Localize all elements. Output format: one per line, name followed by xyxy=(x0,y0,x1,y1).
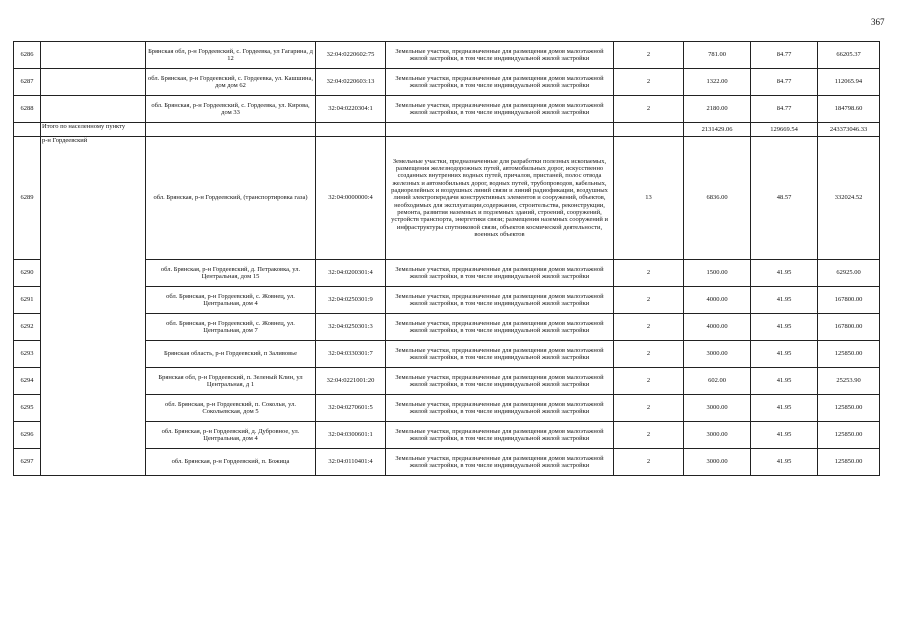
category-cell: 2 xyxy=(614,341,684,368)
area-cell: 602.00 xyxy=(684,368,751,395)
cadastral-value-cell: 62925.00 xyxy=(818,260,880,287)
cadastral-value-cell: 332024.52 xyxy=(818,137,880,260)
area-cell: 4000.00 xyxy=(684,287,751,314)
land-use-cell: Земельные участки, предназначенные для размещения домов малоэтажной жилой застройки, в том числе индивидуальной жилой застройки xyxy=(386,96,614,123)
total-label: Итого по населенному пункту xyxy=(41,123,146,137)
row-number: 6293 xyxy=(14,341,41,368)
total-row xyxy=(14,123,880,137)
land-use-cell: Земельные участки, предназначенные для размещения домов малоэтажной жилой застройки, в том числе индивидуальной жилой застройки xyxy=(386,449,614,476)
address-cell: обл. Брянская, р-н Гордеевский, с. Гордеевка, ул. Кирова, дом 33 xyxy=(146,96,316,123)
total-value: 243373046.33 xyxy=(818,123,880,137)
total-area: 2131429.06 xyxy=(684,123,751,137)
category-cell: 2 xyxy=(614,314,684,341)
district-label: р-н Гордеевский xyxy=(41,137,146,260)
district-cell xyxy=(41,96,146,123)
rate-cell: 84.77 xyxy=(751,96,818,123)
rate-cell: 41.95 xyxy=(751,341,818,368)
row-number: 6292 xyxy=(14,314,41,341)
address-cell: обл. Брянская, р-н Гордеевский, с. Жовнец, ул. Центральная, дом 7 xyxy=(146,314,316,341)
row-number: 6290 xyxy=(14,260,41,287)
district-cell xyxy=(41,368,146,395)
land-use-cell: Земельные участки, предназначенные для размещения домов малоэтажной жилой застройки, в том числе индивидуальной жилой застройки xyxy=(386,69,614,96)
category-cell: 2 xyxy=(614,449,684,476)
cadastral-value-cell: 125850.00 xyxy=(818,422,880,449)
table-row xyxy=(14,260,880,287)
category-cell: 2 xyxy=(614,69,684,96)
land-use-cell: Земельные участки, предназначенные для размещения домов малоэтажной жилой застройки, в том числе индивидуальной жилой застройки xyxy=(386,422,614,449)
district-cell xyxy=(41,314,146,341)
total-empty-cell xyxy=(146,123,316,137)
area-cell: 2180.00 xyxy=(684,96,751,123)
table-row xyxy=(14,42,880,69)
rate-cell: 84.77 xyxy=(751,42,818,69)
row-number: 6297 xyxy=(14,449,41,476)
rate-cell: 41.95 xyxy=(751,287,818,314)
address-cell: Брянская обл, р-н Гордеевский, п. Зеленый Клин, ул Центральная, д 1 xyxy=(146,368,316,395)
land-use-cell: Земельные участки, предназначенные для размещения домов малоэтажной жилой застройки, в том числе индивидуальной жилой застройки xyxy=(386,260,614,287)
rate-cell: 41.95 xyxy=(751,260,818,287)
category-cell: 2 xyxy=(614,287,684,314)
address-cell: обл. Брянская, р-н Гордеевский, с. Гордеевка, ул. Кашшина, дом дом 62 xyxy=(146,69,316,96)
page-number: 367 xyxy=(871,17,885,27)
cadastral-value-cell: 25253.90 xyxy=(818,368,880,395)
cadastral-number-cell: 32:04:0220602:75 xyxy=(316,42,386,69)
address-cell: обл. Брянская, р-н Гордеевский, п. Божица xyxy=(146,449,316,476)
cadastral-number-cell: 32:04:0250301:3 xyxy=(316,314,386,341)
row-number: 6286 xyxy=(14,42,41,69)
land-use-cell: Земельные участки, предназначенные для разработки полезных ископаемых, размещения железнодорожных путей, автомобильных дорог, искусственно созданных внутренних водных путей, причалов, пристаней, полос отвода железных и автомобильных дорог, водных путей, трубопроводов, кабельных, радиорелейных и воздушных линий связи и линий радиофикации, воздушных линий электропередачи конструктивных элементов и сооружений, объектов, необходимых для эксплуатации,содержания, строительства, реконструкции, ремонта, развития наземных и подземных зданий, строений, сооружений, устройств транспорта, энергетики связи; размещения наземных сооружений и инфраструктуры спутниковой связи, объектов космической деятельности, военных объектов xyxy=(386,137,614,260)
category-cell: 2 xyxy=(614,368,684,395)
land-use-cell: Земельные участки, предназначенные для размещения домов малоэтажной жилой застройки, в том числе индивидуальной жилой застройки xyxy=(386,395,614,422)
table-row xyxy=(14,137,880,260)
total-empty-cell xyxy=(614,123,684,137)
land-use-cell: Земельные участки, предназначенные для размещения домов малоэтажной жилой застройки, в том числе индивидуальной жилой застройки xyxy=(386,314,614,341)
address-cell: обл. Брянская, р-н Гордеевский, п. Сокольи, ул. Сокольевская, дом 5 xyxy=(146,395,316,422)
row-number: 6287 xyxy=(14,69,41,96)
cadastral-number-cell: 32:04:0110401:4 xyxy=(316,449,386,476)
address-cell: Брянская обл, р-н Гордеевский, с. Гордеевка, ул Гагарина, д 12 xyxy=(146,42,316,69)
row-number: 6296 xyxy=(14,422,41,449)
cadastral-value-cell: 167800.00 xyxy=(818,314,880,341)
rate-cell: 41.95 xyxy=(751,368,818,395)
row-number: 6291 xyxy=(14,287,41,314)
rate-cell: 48.57 xyxy=(751,137,818,260)
cadastral-number-cell: 32:04:0270601:5 xyxy=(316,395,386,422)
address-cell: обл. Брянская, р-н Гордеевский, д. Дубровное, ул. Центральная, дом 4 xyxy=(146,422,316,449)
category-cell: 2 xyxy=(614,422,684,449)
address-cell: обл. Брянская, р-н Гордеевский, д. Петраковка, ул. Центральная, дом 15 xyxy=(146,260,316,287)
cadastral-value-cell: 125850.00 xyxy=(818,341,880,368)
land-use-cell: Земельные участки, предназначенные для размещения домов малоэтажной жилой застройки, в том числе индивидуальной жилой застройки xyxy=(386,287,614,314)
category-cell: 13 xyxy=(614,137,684,260)
table-row xyxy=(14,96,880,123)
land-use-cell: Земельные участки, предназначенные для размещения домов малоэтажной жилой застройки, в том числе индивидуальной жилой застройки xyxy=(386,42,614,69)
category-cell: 2 xyxy=(614,96,684,123)
rate-cell: 41.95 xyxy=(751,422,818,449)
rate-cell: 41.95 xyxy=(751,314,818,341)
row-number: 6294 xyxy=(14,368,41,395)
rate-cell: 41.95 xyxy=(751,395,818,422)
category-cell: 2 xyxy=(614,260,684,287)
cadastral-number-cell: 32:04:0200301:4 xyxy=(316,260,386,287)
area-cell: 3000.00 xyxy=(684,395,751,422)
district-cell xyxy=(41,42,146,69)
total-rate: 129669.54 xyxy=(751,123,818,137)
district-cell xyxy=(41,287,146,314)
cadastral-value-table xyxy=(13,41,880,476)
table-row xyxy=(14,395,880,422)
address-cell: обл. Брянская, р-н Гордеевский, (транспортировка газа) xyxy=(146,137,316,260)
rate-cell: 84.77 xyxy=(751,69,818,96)
district-cell xyxy=(41,449,146,476)
table-row xyxy=(14,314,880,341)
table-row xyxy=(14,287,880,314)
cadastral-value-cell: 125850.00 xyxy=(818,449,880,476)
total-empty-cell xyxy=(386,123,614,137)
rate-cell: 41.95 xyxy=(751,449,818,476)
area-cell: 6836.00 xyxy=(684,137,751,260)
area-cell: 3000.00 xyxy=(684,341,751,368)
row-number: 6295 xyxy=(14,395,41,422)
row-number: 6288 xyxy=(14,96,41,123)
cadastral-value-cell: 125850.00 xyxy=(818,395,880,422)
cadastral-number-cell: 32:04:0250301:9 xyxy=(316,287,386,314)
total-empty-cell xyxy=(14,123,41,137)
district-cell xyxy=(41,422,146,449)
area-cell: 1322.00 xyxy=(684,69,751,96)
cadastral-number-cell: 32:04:0300601:1 xyxy=(316,422,386,449)
table-row xyxy=(14,341,880,368)
district-cell xyxy=(41,260,146,287)
row-number: 6289 xyxy=(14,137,41,260)
area-cell: 1500.00 xyxy=(684,260,751,287)
area-cell: 3000.00 xyxy=(684,449,751,476)
cadastral-value-cell: 184798.60 xyxy=(818,96,880,123)
total-empty-cell xyxy=(316,123,386,137)
district-cell xyxy=(41,69,146,96)
district-cell xyxy=(41,395,146,422)
cadastral-number-cell: 32:04:0220304:1 xyxy=(316,96,386,123)
district-cell xyxy=(41,341,146,368)
cadastral-number-cell: 32:04:0000000:4 xyxy=(316,137,386,260)
cadastral-value-cell: 66205.37 xyxy=(818,42,880,69)
table-row xyxy=(14,368,880,395)
table-row xyxy=(14,422,880,449)
area-cell: 3000.00 xyxy=(684,422,751,449)
category-cell: 2 xyxy=(614,395,684,422)
table-row xyxy=(14,69,880,96)
cadastral-value-cell: 112065.94 xyxy=(818,69,880,96)
address-cell: обл. Брянская, р-н Гордеевский, с. Жовнец, ул. Центральная, дом 4 xyxy=(146,287,316,314)
address-cell: Брянская область, р-н Гордеевский, п Заливовье xyxy=(146,341,316,368)
table-row xyxy=(14,449,880,476)
table-body xyxy=(14,42,880,476)
cadastral-number-cell: 32:04:0220603:13 xyxy=(316,69,386,96)
cadastral-number-cell: 32:04:0221001:20 xyxy=(316,368,386,395)
land-use-cell: Земельные участки, предназначенные для размещения домов малоэтажной жилой застройки, в том числе индивидуальной жилой застройки xyxy=(386,341,614,368)
cadastral-value-cell: 167800.00 xyxy=(818,287,880,314)
category-cell: 2 xyxy=(614,42,684,69)
land-use-cell: Земельные участки, предназначенные для размещения домов малоэтажной жилой застройки, в том числе индивидуальной жилой застройки xyxy=(386,368,614,395)
area-cell: 4000.00 xyxy=(684,314,751,341)
area-cell: 781.00 xyxy=(684,42,751,69)
cadastral-number-cell: 32:04:0330301:7 xyxy=(316,341,386,368)
